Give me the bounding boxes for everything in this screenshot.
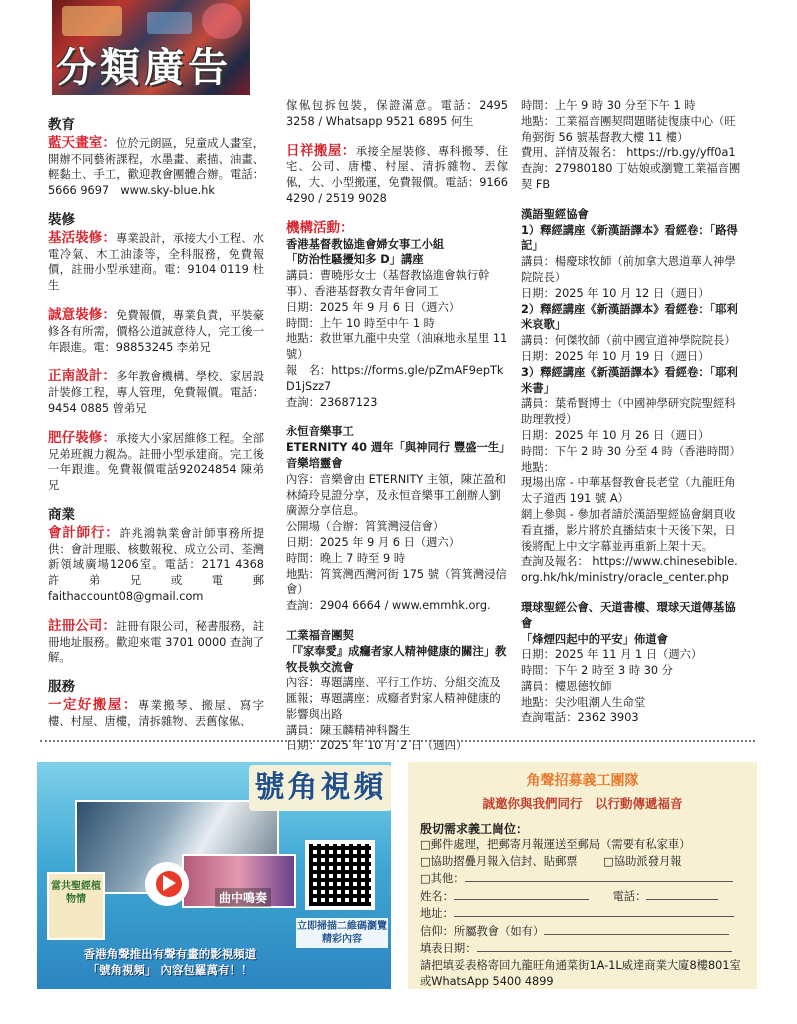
section-heading-business: 商業	[48, 506, 75, 523]
classified-entry	[48, 136, 264, 199]
event-line: 講員：楊慶球牧師（前加拿大恩道華人神學院院長）	[521, 255, 736, 284]
recruit-footer: 請把填妥表格寄回九龍旺角通菜街1A-1L威達商業大廈8樓801室或WhatsApp 5400 4899	[420, 958, 741, 988]
neon-sign-decoration	[202, 3, 242, 39]
event-line: 查詢：23687123	[286, 395, 378, 409]
name-label: 姓名：	[420, 889, 454, 903]
event-line: 地點：尖沙咀潮人生命堂	[521, 695, 646, 709]
dotted-divider	[40, 740, 755, 742]
event-line: 時間：上午 9 時 30 分至下午 1 時	[521, 99, 696, 112]
event-organizer: 香港基督教協進會婦女事工小組	[286, 237, 445, 251]
entry-name: 正南設計：	[48, 368, 116, 385]
entry-text: 承接全屋裝修、專科搬琴、住宅、公司、唐樓、村屋、清拆雜物、丟傢俬，大、小型搬運，免費報價。電話：9166 4290 / 2519 9028	[286, 144, 508, 205]
name-phone-row	[420, 888, 745, 906]
ad-bottom-text	[49, 946, 291, 978]
event-line: 網上參與 - 參加者請於漢語聖經協會網頁收看直播，影片將於直播結束十天後下架，日後將配上中文字幕並再重新上架十天。	[521, 507, 736, 553]
event-organizer: 工業福音團契	[286, 628, 354, 642]
column-3	[521, 98, 743, 740]
event-line: 公開場（合辦：筲箕灣浸信會）	[286, 520, 445, 534]
entry-name: 日祥搬屋：	[286, 142, 356, 159]
entry-text: 專業搬琴、搬屋、寫字樓、村屋、唐樓，清拆雜物、丟舊傢俬、	[48, 698, 264, 728]
event-line: 日期：2025 年 10 月 12 日（週日）	[521, 286, 710, 300]
address-label: 地址：	[420, 907, 454, 920]
column-1	[48, 117, 276, 744]
entry-text: 位於元朗區，兒童成人畫室，開辦不同藝術課程，水墨畫、素描、油畫、輕黏土、手工，歡迎教會團體合辦。電話：5666 9697 www.sky-blue.hk	[48, 136, 264, 198]
volunteer-options-row	[420, 854, 745, 871]
play-triangle-icon	[163, 875, 176, 891]
section-heading-services: 服務	[48, 679, 75, 696]
video-channel-ad[interactable]	[37, 762, 391, 989]
entry-name: 藍天畫室：	[48, 134, 116, 151]
phone-label: 電話：	[612, 889, 647, 903]
event-line: 日期：2025 年 11 月 1 日（週六）	[521, 648, 703, 662]
classified-entry	[48, 524, 276, 605]
event-block-continued	[521, 98, 743, 193]
event-line: 時間：晚上 7 時至 9 時	[286, 551, 406, 565]
entry-text: 多年教會機構、學校、家居設計裝修工程，專人管理，免費報價。電話：9454 0885 曾弟兄	[48, 370, 264, 415]
neon-sign-decoration	[62, 6, 122, 36]
section-heading-renovation: 裝修	[48, 211, 75, 228]
name-field[interactable]	[454, 888, 589, 900]
phone-field[interactable]	[646, 888, 718, 900]
qr-code-icon[interactable]	[305, 840, 375, 910]
church-row	[420, 923, 745, 941]
volunteer-option-other[interactable]: □其他：	[420, 872, 465, 885]
classified-entry	[48, 698, 264, 730]
date-label: 填表日期：	[420, 942, 477, 955]
entry-text: 免費報價，專業負責，平裝豪修各有所需，價格公道誠意待人，完工後一年跟進。電：98853245 李弟兄	[48, 308, 264, 354]
classified-entry	[286, 144, 508, 207]
ad-brand-title: 號角視頻	[249, 765, 391, 811]
event-organizer: 永恒音樂事工	[286, 425, 354, 439]
event-line: 內容：音樂會由 ETERNITY 主領，陳芷盈和林綺玲見證分享，及永恒音樂事工創辦人劉廣源分享信息。	[286, 472, 506, 518]
recruit-subtitle: 誠邀你與我們同行 以行動傳遞福音	[482, 796, 683, 811]
event-line: 講員：陳玉麟精神科醫生	[286, 723, 411, 737]
volunteer-recruitment-form	[408, 762, 757, 989]
entry-text: 註冊有限公司，秘書服務，註冊地址服務。歡迎來電 3701 0000 查詢了解。	[48, 619, 264, 665]
event-line: 地點：筲箕灣西灣河街 175 號（筲箕灣浸信會）	[286, 567, 507, 597]
entry-name: 一定好搬屋：	[48, 696, 138, 713]
date-row	[420, 940, 745, 958]
event-registration-link[interactable]: 報 名：https://forms.gle/pZmAF9epTkD1jSzz7	[286, 363, 504, 393]
volunteer-option-distribute[interactable]: □協助派發月報	[603, 854, 682, 868]
event-line: 講員：何傑牧師（前中國宣道神學院院長）	[521, 334, 736, 348]
classified-entry	[48, 431, 264, 494]
event-organizer: 環球聖經公會、天道書樓、環球天道傳基協會	[521, 600, 736, 630]
event-line: 講員：葉希賢博士（中國神學研究院聖經科助理教授）	[521, 397, 736, 427]
classified-entry	[48, 369, 264, 416]
event-line: 時間：下午 2 時 30 分至 4 時（香港時間）	[521, 444, 741, 458]
church-field[interactable]	[544, 923, 729, 935]
ad-caption: 曲中鳴奏	[215, 888, 271, 907]
date-field[interactable]	[477, 940, 732, 952]
event-line: 日期：2025 年 10 月 2 日（週四）	[286, 739, 468, 753]
ad-plant-thumbnail: 當共聖經植物情	[47, 872, 105, 940]
event-title: 3）釋經講座《新漢語譯本》看經卷：「耶利米書」	[521, 365, 738, 395]
neon-sign-decoration	[147, 12, 192, 34]
event-line: 時間：上午 10 時至中午 1 時	[286, 316, 435, 330]
event-title: ETERNITY 40 週年「與神同行 豐盛一生」音樂培靈會	[286, 441, 505, 470]
event-line: 地點：	[521, 460, 555, 474]
section-heading-education: 教育	[48, 117, 75, 133]
entry-name: 肥仔裝修：	[48, 429, 116, 446]
recruit-title: 角聲招募義工團隊	[526, 773, 639, 789]
address-row	[420, 905, 745, 923]
event-block	[521, 600, 743, 726]
event-organizer: 漢語聖經協會	[521, 207, 589, 221]
event-line: 查詢電話：2362 3903	[521, 711, 639, 725]
entry-name: 會計師行：	[48, 524, 120, 541]
event-line: 日期：2025 年 9 月 6 日（週六）	[286, 535, 461, 549]
event-line: 日期：2025 年 10 月 19 日（週日）	[521, 349, 710, 363]
event-line: 查詢：27980180 丁姑娘或瀏覽工業福音團契 FB	[521, 162, 741, 191]
classified-entry-continued: 傢俬包拆包裝，保證滿意。電話：2495 3258 / Whatsapp 9521 6895 何生	[286, 99, 508, 128]
entry-name: 誠意裝修：	[48, 306, 116, 323]
event-title: 「烽煙四起中的平安」佈道會	[521, 632, 668, 646]
volunteer-option-folding[interactable]: □協助摺疊月報入信封、貼郵票	[420, 854, 578, 868]
event-line: 內容：專題講座、平行工作坊、分組交流及匯報；專題講座：成癮者對家人精神健康的影響與出路	[286, 676, 501, 721]
entry-text: 許兆鴻執業會計師事務所提供：會計理賬、核數報稅、成立公司、荃灣新領域廣場1206室。電話：2171 4368 許弟兄或電郵 faithaccount08@gmail.com	[48, 526, 276, 603]
event-registration-link[interactable]: 查詢及報名： https://www.chinesebible.org.hk/hk/ministry/oracle_center.php	[521, 555, 738, 585]
event-block	[286, 628, 508, 754]
recruit-positions-heading: 殷切需求義工崗位：	[420, 822, 529, 836]
volunteer-option-other-row	[420, 870, 745, 888]
event-line: 時間：下午 2 時至 3 時 30 分	[521, 664, 673, 678]
entry-text: 承接大小家居維修工程。全部兄弟班親力親為。註冊小型承建商。完工後一年跟進。免費報價電話92024854 陳弟兄	[48, 431, 264, 493]
church-label: 信仰：所屬教會（如有）	[420, 924, 545, 938]
section-heading-events: 機構活動：	[286, 219, 354, 236]
column-2	[286, 98, 508, 768]
ad-bottom-line: 「號角視頻」 內容包羅萬有！！	[87, 963, 253, 977]
event-block	[286, 424, 508, 614]
event-line: 講員：曹曉彤女士（基督教協進會執行幹事）、香港基督教女青年會同工	[286, 269, 490, 298]
event-registration-link[interactable]: 費用、詳情及報名： https://rb.gy/yff0a1	[521, 146, 736, 160]
page-title: 分類廣告	[56, 45, 232, 91]
event-block	[521, 207, 743, 586]
classified-entry	[48, 619, 264, 666]
header-banner	[52, 0, 250, 95]
entry-name: 註冊公司：	[48, 617, 116, 634]
entry-text: 專業設計，承接大小工程、水電冷氣、木工油漆等，全科服務，免費報價，註冊小型承建商。電：9104 0119 杜生	[48, 231, 264, 293]
event-line: 日期：2025 年 10 月 26 日（週日）	[521, 428, 710, 442]
event-title: 「『家奉愛』成癮者家人精神健康的關注」教牧長執交流會	[286, 644, 507, 674]
event-line: 現場出席 - 中華基督教會長老堂（九龍旺角太子道西 191 號 A）	[521, 476, 736, 506]
event-title: 1）釋經講座《新漢語譯本》看經卷：「路得記」	[521, 223, 738, 253]
classified-entry	[48, 231, 264, 294]
entry-name: 基活裝修：	[48, 229, 116, 246]
ad-bottom-line: 香港角聲推出有聲有畫的影視頻道	[83, 947, 257, 961]
other-field[interactable]	[465, 870, 733, 882]
event-line: 日期：2025 年 9 月 6 日（週六）	[286, 300, 461, 314]
classified-entry	[48, 308, 264, 355]
volunteer-option-mail[interactable]: □郵件處理，把郵寄月報運送至郵局（需要有私家車）	[420, 838, 691, 851]
event-line: 地點：救世軍九龍中央堂（油麻地永星里 11 號）	[286, 332, 508, 362]
event-title: 「防治性騷擾知多 D」講座	[286, 253, 424, 267]
event-title: 2）釋經講座《新漢語譯本》看經卷：「耶利米哀歌」	[521, 302, 738, 332]
event-line: 講員：樓恩德牧師	[521, 679, 612, 693]
address-field[interactable]	[454, 905, 734, 917]
qr-label: 立即掃描二維碼瀏覽精彩內容	[296, 918, 388, 948]
event-line: 地點：工業福音團契問題賭徒復康中心（旺角弼街 56 號基督教大樓 11 樓）	[521, 114, 736, 144]
event-line: 查詢：2904 6664 / www.emmhk.org.	[286, 599, 491, 613]
event-block	[286, 237, 508, 411]
